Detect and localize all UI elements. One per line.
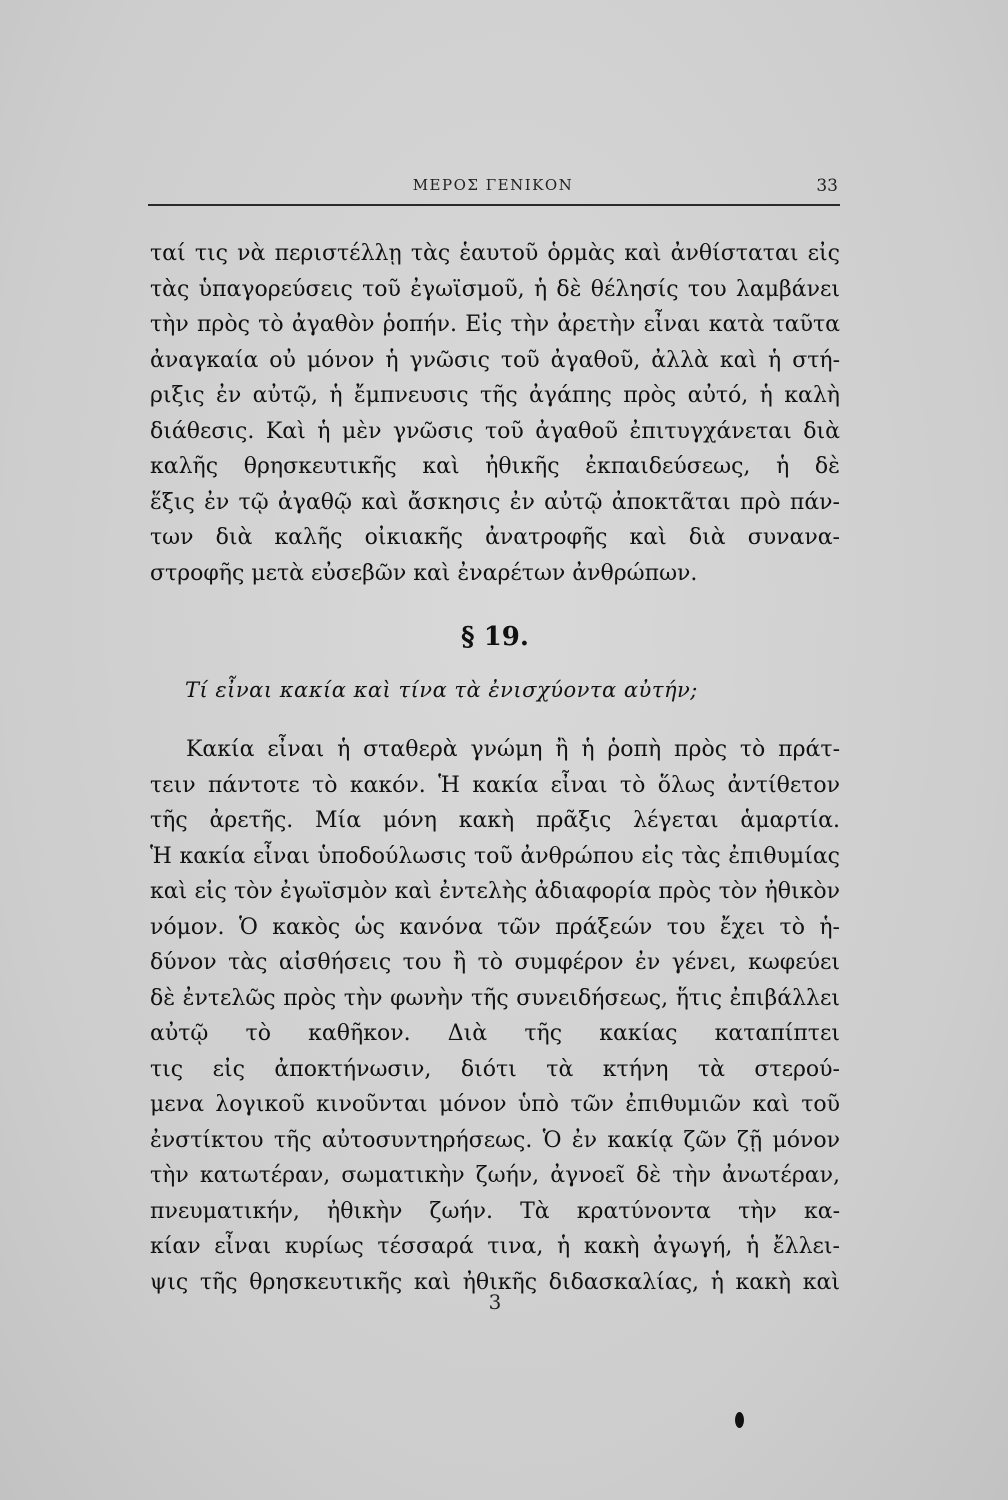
ink-speck xyxy=(735,1412,744,1428)
text-line: των διὰ καλῆς οἰκιακῆς ἀνατροφῆς καὶ διὰ συνανα- xyxy=(150,525,840,550)
text-line: ἕξις ἐν τῷ ἀγαθῷ καὶ ἄσκησις ἐν αὐτῷ ἀποκτᾶται πρὸ πάν- xyxy=(150,489,840,515)
text-line: τειν πάντοτε τὸ κακόν. Ἡ κακία εἶναι τὸ ὅλως ἀντίθετον xyxy=(150,772,840,798)
text-line: Ἡ κακία εἶναι ὑποδούλωσις τοῦ ἀνθρώπου εἰς τὰς ἐπιθυμίας xyxy=(150,843,840,869)
page-number: 33 xyxy=(816,176,838,196)
text-line: τις εἰς ἀποκτήνωσιν, διότι τὰ κτήνη τὰ στερού- xyxy=(150,1056,840,1082)
text-line: Κακία εἶναι ἡ σταθερὰ γνώμη ἢ ἡ ῥοπὴ πρὸς τὸ πράτ- xyxy=(186,737,840,762)
text-line: ψις τῆς θρησκευτικῆς καὶ ἠθικῆς διδασκαλίας, ἡ κακὴ καὶ xyxy=(150,1269,840,1295)
top-paragraph xyxy=(150,236,840,591)
text-line: τῆς ἀρετῆς. Μία μόνη κακὴ πρᾶξις λέγεται ἁμαρτία. xyxy=(150,808,840,833)
section-question: Τί εἶναι κακία καὶ τίνα τὰ ἐνισχύοντα αὐτήν; xyxy=(185,678,698,702)
body-paragraph xyxy=(150,732,840,1300)
header-rule xyxy=(148,204,840,206)
text-line: καλῆς θρησκευτικῆς καὶ ἠθικῆς ἐκπαιδεύσεως, ἡ δὲ xyxy=(150,454,840,479)
running-head xyxy=(148,176,838,202)
running-title: ΜΕΡΟΣ ΓΕΝΙΚΟΝ xyxy=(412,176,574,194)
text-line: μενα λογικοῦ κινοῦνται μόνον ὑπὸ τῶν ἐπιθυμιῶν καὶ τοῦ xyxy=(150,1092,840,1117)
text-line: πνευματικήν, ἠθικὴν ζωήν. Τὰ κρατύνοντα τὴν κα- xyxy=(150,1198,840,1224)
text-line: ταί τις νὰ περιστέλλῃ τὰς ἑαυτοῦ ὁρμὰς καὶ ἀνθίσταται εἰς xyxy=(150,241,840,266)
text-line: αὐτῷ τὸ καθῆκον. Διὰ τῆς κακίας καταπίπτει xyxy=(150,1021,840,1046)
text-line: τὰς ὑπαγορεύσεις τοῦ ἐγωϊσμοῦ, ἡ δὲ θέλησίς του λαμβάνει xyxy=(150,276,840,302)
text-line: ἐνστίκτου τῆς αὐτοσυντηρήσεως. Ὁ ἐν κακίᾳ ζῶν ζῇ μόνον xyxy=(150,1127,840,1153)
text-line: τὴν πρὸς τὸ ἀγαθὸν ῥοπήν. Εἰς τὴν ἀρετὴν εἶναι κατὰ ταῦτα xyxy=(150,312,840,337)
text-line: δὲ ἐντελῶς πρὸς τὴν φωνὴν τῆς συνειδήσεως, ἥτις ἐπιβάλλει xyxy=(150,985,840,1011)
text-line: δύνον τὰς αἰσθήσεις του ἢ τὸ συμφέρον ἐν γένει, κωφεύει xyxy=(150,950,840,975)
section-heading: § 19. xyxy=(461,622,529,652)
text-line: ριξις ἐν αὐτῷ, ἡ ἔμπνευσις τῆς ἀγάπης πρὸς αὐτό, ἡ καλὴ xyxy=(150,383,840,408)
text-line: στροφῆς μετὰ εὐσεβῶν καὶ ἐναρέτων ἀνθρώπων. xyxy=(150,560,698,586)
text-line: ἀναγκαία οὐ μόνον ἡ γνῶσις τοῦ ἀγαθοῦ, ἀλλὰ καὶ ἡ στή- xyxy=(150,347,840,373)
text-line: διάθεσις. Καὶ ἡ μὲν γνῶσις τοῦ ἀγαθοῦ ἐπιτυγχάνεται διὰ xyxy=(150,418,840,444)
text-line: κίαν εἶναι κυρίως τέσσαρά τινα, ἡ κακὴ ἀγωγή, ἡ ἔλλει- xyxy=(150,1234,840,1259)
text-line: καὶ εἰς τὸν ἐγωϊσμὸν καὶ ἐντελὴς ἀδιαφορία πρὸς τὸν ἠθικὸν xyxy=(150,879,840,904)
text-line: τὴν κατωτέραν, σωματικὴν ζωήν, ἀγνοεῖ δὲ τὴν ἀνωτέραν, xyxy=(150,1163,840,1188)
text-line: νόμον. Ὁ κακὸς ὡς κανόνα τῶν πράξεών του ἔχει τὸ ἡ- xyxy=(150,914,840,940)
signature-mark: 3 xyxy=(488,1290,502,1314)
